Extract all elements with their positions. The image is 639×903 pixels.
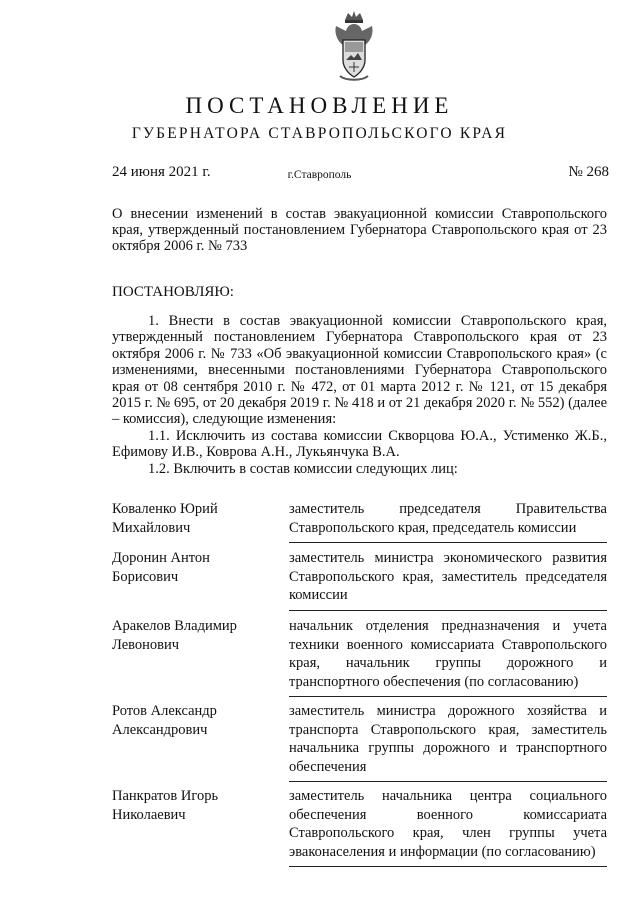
paragraph-1-1: 1.1. Исключить из состава комиссии Скворцова Ю.А., Устименко Ж.Б., Ефимову И.В., Коврова А.Н., Лукьянчука В.А. <box>112 427 607 461</box>
member-name: Коваленко Юрий Михайлович <box>112 501 218 536</box>
member-name: Доронин Антон Борисович <box>112 550 210 585</box>
member-underline <box>289 866 607 867</box>
decree-word: ПОСТАНОВЛЯЮ: <box>112 284 234 300</box>
member-underline <box>289 781 607 782</box>
paragraph-1-2: 1.2. Включить в состав комиссии следующих лиц: <box>148 460 458 477</box>
member-name: Аракелов Владимир Левонович <box>112 618 237 653</box>
document-title: ПОСТАНОВЛЕНИЕ <box>185 93 454 118</box>
coat-of-arms-icon <box>330 10 378 82</box>
document-date: 24 июня 2021 г. <box>112 164 211 180</box>
member-name: Панкратов Игорь Николаевич <box>112 788 219 823</box>
member-role: заместитель министра экономического развития Ставропольского края, заместитель председателя комиссии <box>289 550 607 603</box>
document-subject: О внесении изменений в состав эвакуационной комиссии Ставропольского края, утвержденный постановлением Губернатора Ставропольского края от 23 октября 2006 г. № 733 <box>112 206 607 254</box>
document-body <box>112 313 607 477</box>
member-role: заместитель председателя Правительства Ставропольского края, председатель комиссии <box>289 501 607 536</box>
document-subtitle: ГУБЕРНАТОРА СТАВРОПОЛЬСКОГО КРАЯ <box>131 125 508 142</box>
member-underline <box>289 542 607 543</box>
member-underline <box>289 610 607 611</box>
member-role: заместитель начальника центра социального обеспечения военного комиссариата Ставропольского края, член группы учета эваконаселения и информации (по согласованию) <box>289 788 607 860</box>
member-role: начальник отделения предназначения и учета техники военного комиссариата Ставропольского края, начальник группы дорожного и транспортного обеспечения (по согласованию) <box>289 618 607 690</box>
document-number: № 268 <box>568 164 609 180</box>
member-role: заместитель министра дорожного хозяйства и транспорта Ставропольского края, заместитель начальника группы дорожного и транспортного обеспечения <box>289 703 607 775</box>
document-city: г.Ставрополь <box>287 169 352 181</box>
member-underline <box>289 696 607 697</box>
paragraph-1: 1. Внести в состав эвакуационной комиссии Ставропольского края, утвержденный постановлением Губернатора Ставропольского края от 23 октября 2006 г. № 733 «Об эвакуационной комиссии Ставропольского края» (с изменениями, внесенными постановлениями Губернатора Ставропольского края от 08 сентября 2010 г. № 472, от 01 марта 2012 г. № 121, от 15 декабря 2015 г. № 695, от 20 декабря 2019 г. № 418 и от 21 декабря 2020 г. № 552) (далее – комиссия), следующие изменения: <box>112 313 607 428</box>
member-name: Ротов Александр Александрович <box>112 703 217 738</box>
